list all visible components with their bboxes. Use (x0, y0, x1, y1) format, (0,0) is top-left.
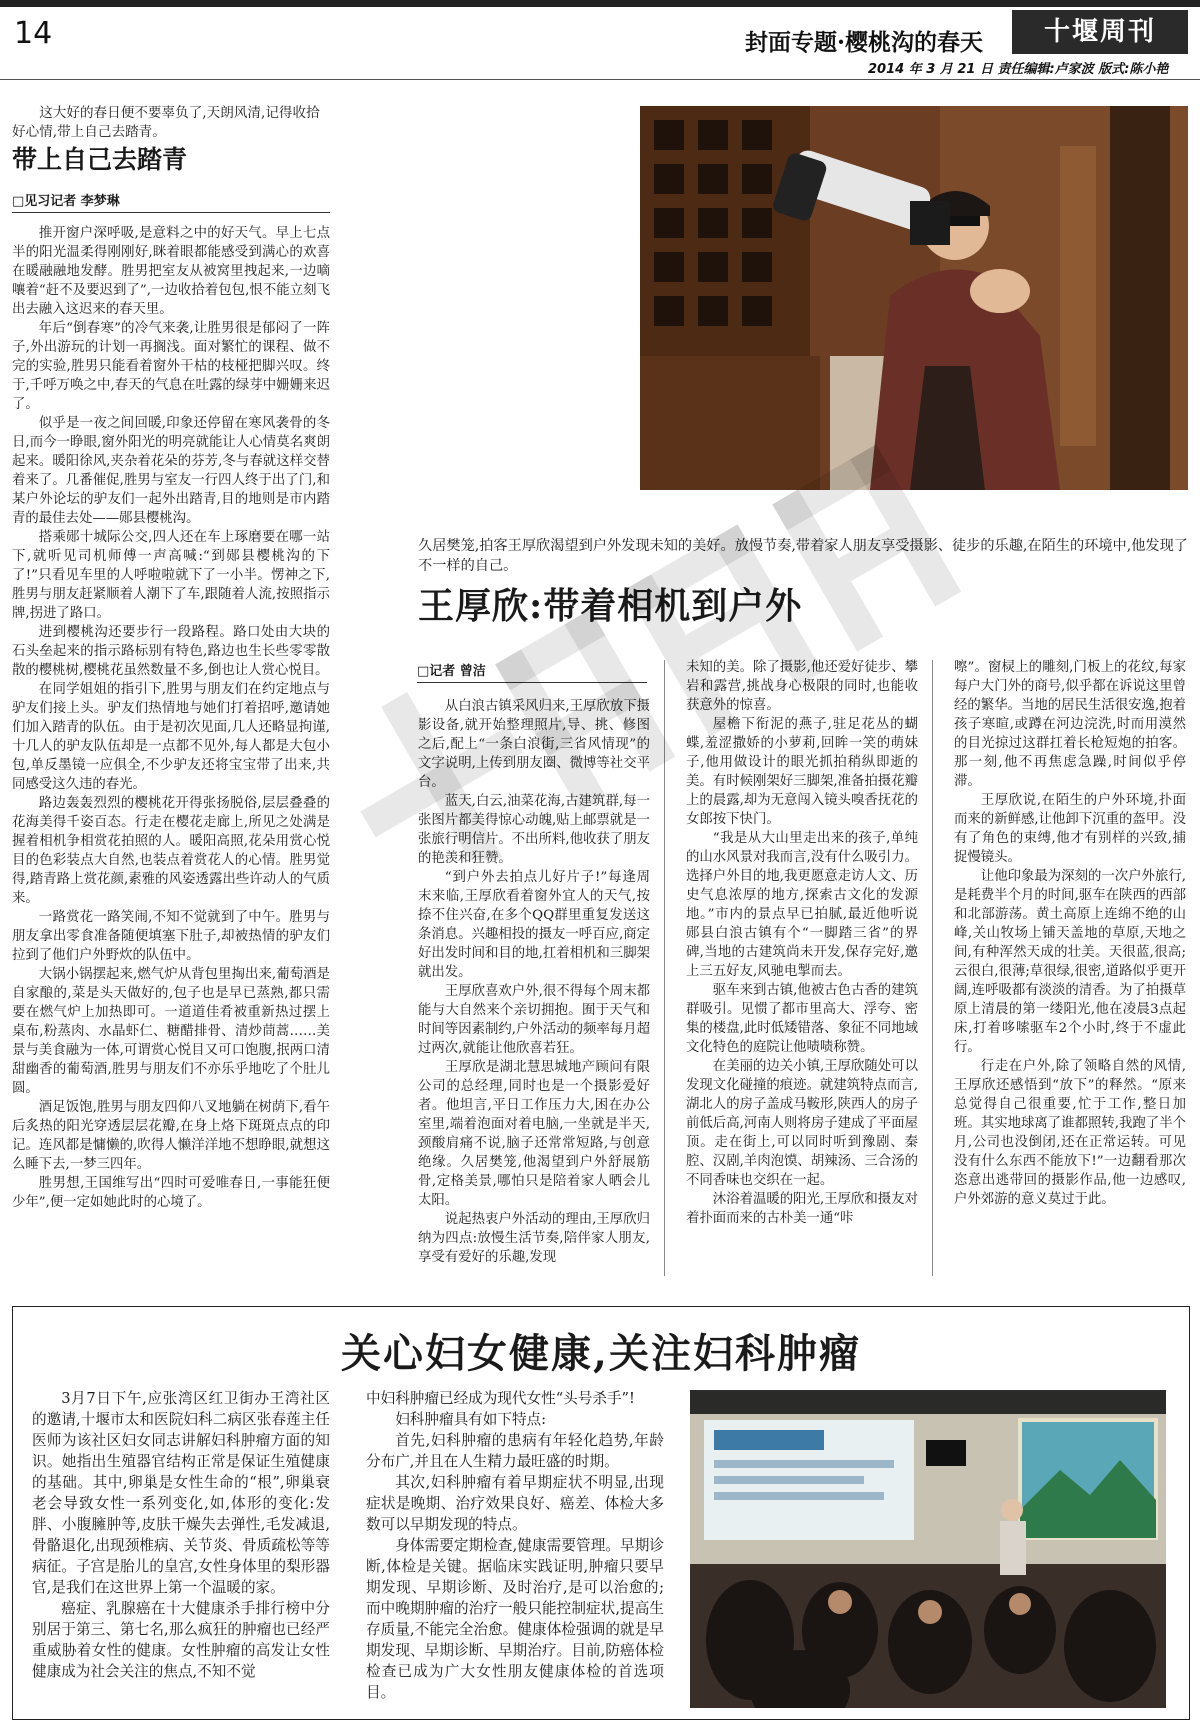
paragraph: 在美丽的边关小镇,王厚欣随处可以发现文化碰撞的痕迹。就建筑特点而言,湖北人的房子盖成马鞍形,陕西人的房子前低后高,河南人则将房子建成了平面屋顶。走在街上,可以同时听到豫剧、秦腔、汉剧,羊肉泡馍、胡辣汤、三合汤的不同香味也交织在一起。 (686, 1059, 918, 1188)
paragraph: 沐浴着温暖的阳光,王厚欣和摄友对着扑面而来的古朴美一通“咔 (686, 1192, 918, 1226)
paragraph: 妇科肿瘤具有如下特点: (395, 1411, 547, 1428)
health-col-1 (32, 1388, 330, 1682)
paragraph: 身体需要定期检查,健康需要管理。早期诊断,体检是关键。据临床实践证明,肿瘤只要早期发现、早期诊断、及时治疗,是可以治愈的;而中晚期肿瘤的治疗一般只能控制症状,提高生存质量,不能完全治愈。健康体检强调的就是早期发现、早期诊断、早期治疗。目前,防癌体检检查已成为广大女性朋友健康体检的首选项目。 (366, 1537, 664, 1701)
paragraph: 王厚欣是湖北慧思城地产顾问有限公司的总经理,同时也是一个摄影爱好者。他坦言,平日工作压力大,困在办公室里,端着泡面对着电脑,一坐就是半天,颈酸肩痛不说,脑子还常常短路,与创意绝缘。久居樊笼,他渴望到户外舒展筋骨,定格美景,哪怕只是陪着家人晒会儿太阳。 (418, 1060, 650, 1208)
paragraph: 大锅小锅摆起来,燃气炉从背包里掏出来,葡萄酒是自家酿的,菜是头天做好的,包子也是早已蒸熟,都只需要在燃气炉上加热即可。一道道佳肴被重新热过摆上桌布,粉蒸肉、水晶虾仁、糖醋排骨、清炒茼蒿……美景与美食融为一体,可谓赏心悦目又可口饱腹,抿两口清甜幽香的葡萄酒,胜男与朋友们不亦乐乎地吃了个肚儿圆。 (12, 967, 330, 1096)
paragraph: 让他印象最为深刻的一次户外旅行,是耗费半个月的时间,驱车在陕西的西部和北部游荡。黄土高原上连绵不绝的山峰,关山牧场上铺天盖地的草原,天地之间,有种浑然天成的壮美。天很蓝,很高;云很白,很薄;草很绿,很密,道路似乎更开阔,连呼吸都有淡淡的清香。为了拍摄草原上清晨的第一缕阳光,他在凌晨3点起床,打着哆嗦驱车2个小时,终于不虚此行。 (954, 869, 1186, 1055)
masthead-watermark (260, 440, 1060, 860)
paragraph: 首先,妇科肿瘤的患病有年轻化趋势,年龄分布广,并且在人生精力最旺盛的时期。 (366, 1432, 664, 1470)
lecture-photo (690, 1390, 1166, 1708)
column-divider (664, 660, 665, 1276)
page-number: 14 (14, 16, 53, 51)
paragraph: 驱车来到古镇,他被古色古香的建筑群吸引。见惯了都市里高大、浮夸、密集的楼盘,此时低矮错落、象征不同地域文化特色的庭院让他啧啧称赞。 (686, 983, 918, 1055)
left-lede: 这大好的春日便不要辜负了,天朗风清,记得收拾好心情,带上自己去踏青。 (12, 105, 320, 140)
main-article-col-1 (418, 697, 650, 1267)
left-headline: 带上自己去踏青 (12, 145, 188, 174)
photographer-illustration (640, 106, 1188, 490)
paragraph: 屋檐下衔泥的燕子,驻足花丛的蝴蝶,羞涩撒娇的小萝莉,回眸一笑的萌妹子,他用做设计的眼光抓拍稍纵即逝的美。有时候刚架好三脚架,准备拍摄花瓣上的晨露,却为无意闯入镜头嗅香抚花的女郎按下快门。 (686, 717, 918, 827)
lecture-illustration (690, 1390, 1166, 1708)
paragraph: 搭乘郧十城际公交,四人还在车上琢磨要在哪一站下,就听见司机师傅一声高喊:“到郧县樱桃沟的下了!”只看见车里的人呼啦啦就下了一小半。愣神之下,胜男与朋友赶紧顺着人潮下了车,跟随着人流,按照指示牌,拐进了路口。 (12, 530, 330, 621)
left-byline: □见习记者 李梦琳 (12, 190, 330, 213)
issue-meta: 2014 年 3 月 21 日 责任编辑:卢家波 版式:陈小艳 (868, 62, 1169, 77)
paragraph: 行走在户外,除了领略自然的风情,王厚欣还感悟到“放下”的释然。“原来总觉得自己很重要,忙于工作,整日加班。其实地球离了谁都照转,我跑了半个月,公司也没倒闭,还在正常运转。可见没有什么东西不能放下!”一边翻看那次恣意出逃带回的摄影作品,他一边感叹,户外郊游的意义莫过于此。 (954, 1059, 1186, 1207)
header-rule (0, 79, 1200, 80)
paragraph: 嚓”。窗棂上的雕刻,门板上的花纹,每家每户大门外的商号,似乎都在诉说这里曾经的繁华。当地的居民生活很安逸,抱着孩子寒暄,或蹲在河边浣洗,时而用漠然的目光掠过这群扛着长枪短炮的拍客。那一刻,他不再焦虑急躁,时间似乎停滞。 (954, 660, 1186, 789)
paragraph: 未知的美。除了摄影,他还爱好徒步、攀岩和露营,挑战身心极限的同时,也能收获意外的惊喜。 (686, 660, 918, 713)
masthead: 十堰周刊 (1012, 10, 1188, 54)
paragraph: 3月7日下午,应张湾区红卫街办王湾社区的邀请,十堰市太和医院妇科二病区张春莲主任医师为该社区妇女同志讲解妇科肿瘤方面的知识。她指出生殖器官结构正常是保证生殖健康的基础。其中,卵巢是女性生命的“根”,卵巢衰老会导致女性一系列变化,如,体形的变化:发胖、小腹臃肿等,皮肤干燥失去弹性,毛发减退,骨骼退化,出现颈椎病、关节炎、骨质疏松等等病征。子宫是胎儿的皇宫,女性身体里的梨形器官,是我们在这世界上第一个温暖的家。 (32, 1390, 330, 1596)
paragraph: 中妇科肿瘤已经成为现代女性“头号杀手”! (366, 1390, 635, 1407)
health-headline: 关心妇女健康,关注妇科肿瘤 (341, 1330, 861, 1377)
paragraph: 从白浪古镇采风归来,王厚欣放下摄影设备,就开始整理照片,导、挑、修图之后,配上“一条白浪街,三省风情现”的文字说明,上传到朋友圈、微博等社交平台。 (418, 699, 650, 790)
paragraph: 年后“倒春寒”的冷气来袭,让胜男很是郁闷了一阵子,外出游玩的计划一再搁浅。面对繁忙的课程、做不完的实验,胜男只能看着窗外干枯的枝桠把脚兴叹。终于,千呼万唤之中,春天的气息在吐露的绿芽中姗姗来迟了。 (12, 321, 330, 412)
paragraph: 胜男想,王国维写出“四时可爱唯春日,一事能狂便少年”,便一定如她此时的心境了。 (12, 1176, 330, 1210)
left-article-body (12, 224, 330, 1212)
photographer-photo (640, 106, 1188, 490)
paragraph: 在同学姐姐的指引下,胜男与朋友们在约定地点与驴友们接上头。驴友们热情地与她们打着招呼,邀请她们加入踏青的队伍。由于是初次见面,几人还略显拘谨,十几人的驴友队伍却是一点都不见外,每人都是大包小包,单反墨镜一应俱全,不少驴友还将宝宝带了出来,共同感受这久违的春光。 (12, 682, 330, 792)
paragraph: 似乎是一夜之间回暖,印象还停留在寒风袭骨的冬日,而今一睁眼,窗外阳光的明亮就能让人心情莫名爽朗起来。暖阳徐风,夹杂着花朵的芬芳,冬与春就这样交替着来了。几番催促,胜男与室友一行四人终于出了门,和某户外论坛的驴友们一起外出踏青,目的地则是市内踏青的最佳去处——郧县樱桃沟。 (12, 416, 330, 526)
column-divider (932, 660, 933, 1276)
paragraph: 王厚欣喜欢户外,很不得每个周末都能与大自然来个亲切拥抱。囿于天气和时间等因素制约,户外活动的频率每月超过两次,就能让他欣喜若狂。 (418, 984, 650, 1056)
paragraph: 王厚欣说,在陌生的户外环境,扑面而来的新鲜感,让他卸下沉重的盔甲。没有了角色的束缚,他才有别样的兴致,捕捉慢镜头。 (954, 793, 1186, 865)
paragraph: “我是从大山里走出来的孩子,单纯的山水风景对我而言,没有什么吸引力。选择户外目的地,我更愿意走访人文、历史气息浓厚的地方,探索古文化的发源地。”市内的景点早已拍腻,最近他听说郧县白浪古镇有个“一脚踏三省”的界碑,当地的古建筑尚未开发,保存完好,邀上三五好友,风驰电掣而去。 (686, 831, 918, 979)
main-headline: 王厚欣:带着相机到户外 (418, 585, 803, 627)
main-byline: □记者 曾洁 (417, 660, 647, 683)
main-article-col-3 (954, 658, 1186, 1209)
paragraph: “到户外去拍点儿好片子!”每逢周末来临,王厚欣看着窗外宜人的天气,按捺不住兴奋,在多个QQ群里重复发送这条消息。兴趣相投的摄友一呼百应,商定好出发时间和目的地,扛着相机和三脚架就出发。 (418, 870, 650, 980)
main-article-col-2 (686, 658, 918, 1228)
section-title: 封面专题·樱桃沟的春天 (745, 29, 984, 56)
paragraph: 一路赏花一路笑闹,不知不觉就到了中午。胜男与朋友拿出零食准备随便填塞下肚子,却被热情的驴友们拉到了他们户外野炊的队伍中。 (12, 910, 330, 963)
paragraph: 推开窗户深呼吸,是意料之中的好天气。早上七点半的阳光温柔得刚刚好,眯着眼都能感受到满心的欢喜在暖融融地发酵。胜男把室友从被窝里拽起来,一边嘀嚷着“赶不及要迟到了”,一边收拾着包包,恨不能立刻飞出去融入这迟来的春天里。 (12, 226, 330, 317)
paragraph: 癌症、乳腺癌在十大健康杀手排行榜中分别居于第三、第七名,那么疯狂的肿瘤也已经严重威胁着女性的健康。女性肿瘤的高发让女性健康成为社会关注的焦点,不知不觉 (32, 1600, 330, 1680)
paragraph: 酒足饭饱,胜男与朋友四仰八叉地躺在树荫下,看午后炙热的阳光穿透层层花瓣,在身上烙下斑斑点点的印记。连风都是慵懒的,吹得人懒洋洋地不想睁眼,就想这么睡下去,一梦三四年。 (12, 1100, 330, 1172)
paragraph: 蓝天,白云,油菜花海,古建筑群,每一张图片都美得惊心动魄,贴上邮票就是一张旅行明信片。不出所料,他收获了朋友的艳羡和狂赞。 (418, 794, 650, 866)
paragraph: 其次,妇科肿瘤有着早期症状不明显,出现症状是晚期、治疗效果良好、癌差、体检大多数可以早期发现的特点。 (366, 1474, 664, 1533)
top-rule (0, 0, 1200, 7)
paragraph: 说起热衷户外活动的理由,王厚欣归纳为四点:放慢生活节奏,陪伴家人朋友,享受有爱好的乐趣,发现 (418, 1212, 650, 1265)
health-col-2 (366, 1388, 664, 1703)
paragraph: 进到樱桃沟还要步行一段路程。路口处由大块的石头垒起来的指示路标别有特色,路边也生长些零零散散的樱桃树,樱桃花虽然数量不多,倒也让人赏心悦目。 (12, 625, 330, 678)
photo-caption: 久居樊笼,拍客王厚欣渴望到户外发现未知的美好。放慢节奏,带着家人朋友享受摄影、徒步的乐趣,在陌生的环境中,他发现了不一样的自己。 (418, 538, 1188, 574)
paragraph: 路边轰轰烈烈的樱桃花开得张扬脱俗,层层叠叠的花海美得千姿百态。行走在樱花走廊上,所见之处满是握着相机争相赏花拍照的人。暖阳高照,花朵用赏心悦目的色彩装点大自然,也装点着赏花人的心情。胜男觉得,踏青路上赏花颜,素雅的风姿透露出些许动人的气质来。 (12, 796, 330, 906)
